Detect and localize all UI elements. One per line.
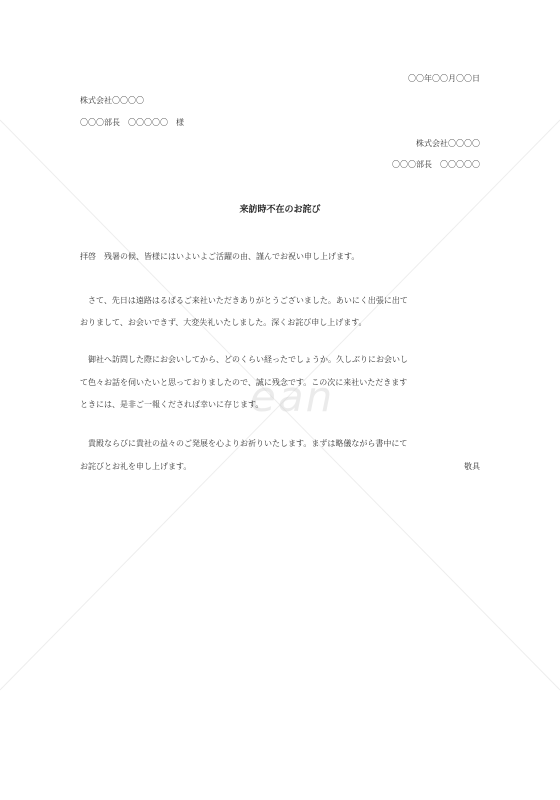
paragraph3-line: て色々お話を伺いたいと思っておりましたので、誠に残念です。この次に来社いただきます — [80, 378, 408, 387]
recipient-person: 〇〇〇部長 〇〇〇〇〇 様 — [80, 118, 184, 127]
paragraph4-line: 貴殿ならびに貴社の益々のご発展を心よりお祈りいたします。まずは略儀ながら書中にて — [80, 439, 408, 448]
letter-title: 来訪時不在のお詫び — [239, 205, 321, 215]
recipient-company: 株式会社〇〇〇〇 — [80, 96, 144, 105]
paragraph2-line: さて、先日は遠路はるばるご来社いただきありがとうございました。あいにく出張に出て — [80, 296, 408, 305]
closing-phrase: 敬具 — [464, 462, 480, 471]
paragraph4-line: お詫びとお礼を申し上げます。 — [80, 462, 192, 471]
paragraph3-line: ときには、是非ご一報くだされば幸いに存じます。 — [80, 400, 264, 409]
sender-company: 株式会社〇〇〇〇 — [416, 139, 480, 148]
paragraph2-line: おりまして、お会いできず、大変失礼いたしました。深くお詫び申し上げます。 — [80, 318, 367, 327]
paragraph3-line: 御社へ訪問した際にお会いしてから、どのくらい経ったでしょうか。久しぶりにお会いし — [80, 355, 408, 364]
sender-person: 〇〇〇部長 〇〇〇〇〇 — [392, 160, 480, 169]
letter-date: 〇〇年〇〇月〇〇日 — [408, 74, 480, 83]
paragraph1-line: 拝啓 残暑の候、皆様にはいよいよご活躍の由、謹んでお祝い申し上げます。 — [80, 252, 360, 261]
watermark-logo: ean — [250, 372, 335, 421]
